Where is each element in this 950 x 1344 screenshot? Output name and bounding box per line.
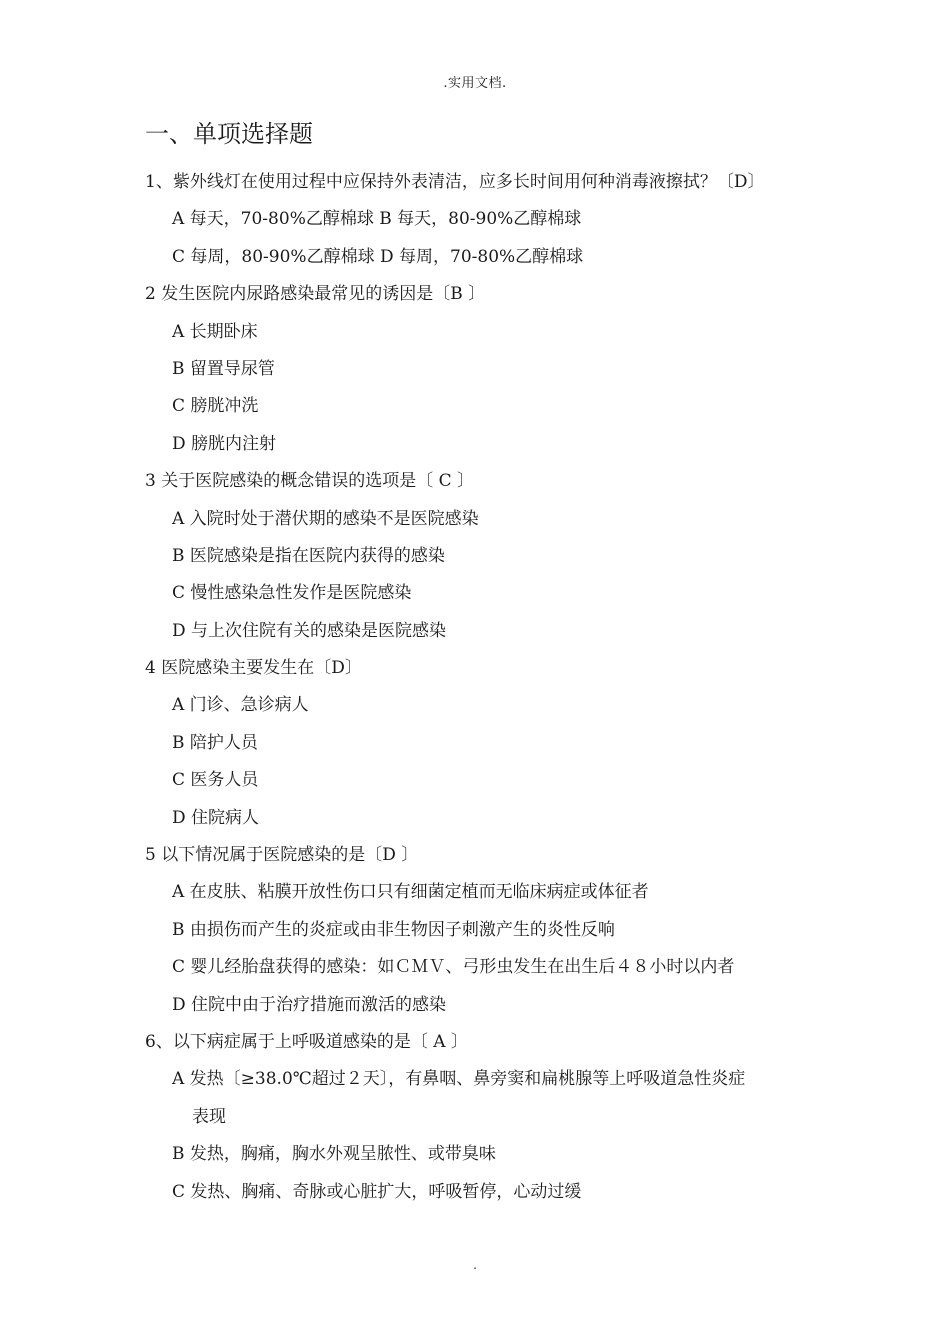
question-4 [145, 650, 825, 837]
footer-mark: . [473, 1258, 477, 1272]
question-text: 4 医院感染主要发生在〔D〕 [145, 658, 362, 679]
option: A 在皮肤、粘膜开放性伤口只有细菌定植而无临床病症或体征者 [172, 882, 649, 903]
question-text: 2 发生医院内尿路感染最常见的诱因是〔B 〕 [145, 284, 486, 305]
option: B 留置导尿管 [172, 358, 275, 379]
option: D 住院中由于治疗措施而激活的感染 [172, 994, 447, 1015]
option: B 发热，胸痛，胸水外观呈脓性、或带臭味 [172, 1144, 496, 1165]
option: A 长期卧床 [172, 321, 258, 342]
option: C 膀胱冲洗 [172, 396, 259, 417]
option: A 门诊、急诊病人 [172, 695, 309, 716]
question-text: 6、以下病症属于上呼吸道感染的是〔 A 〕 [145, 1031, 468, 1052]
section-title: 一、单项选择题 [145, 120, 313, 148]
option: C 每周，80-90%乙醇棉球 D 每周，70-80%乙醇棉球 [172, 246, 584, 267]
question-5 [145, 837, 825, 1024]
option: B 医院感染是指在医院内获得的感染 [172, 545, 445, 566]
question-text: 1、紫外线灯在使用过程中应保持外表清洁，应多长时间用何种消毒液擦拭？〔D〕 [145, 172, 765, 192]
header-note: .实用文档. [443, 76, 507, 91]
question-3 [145, 463, 825, 650]
option: D 住院病人 [172, 807, 260, 828]
question-text: 3 关于医院感染的概念错误的选项是〔 C 〕 [145, 471, 475, 492]
option: C 婴儿经胎盘获得的感染：如ＣＭＶ、弓形虫发生在出生后４８小时以内者 [172, 957, 735, 978]
option: B 由损伤而产生的炎症或由非生物因子刺激产生的炎性反响 [172, 919, 615, 940]
question-text: 5 以下情况属于医院感染的是〔D 〕 [145, 845, 419, 866]
option: D 与上次住院有关的感染是医院感染 [172, 620, 447, 641]
option-continuation: 表现 [192, 1106, 226, 1127]
option: C 发热、胸痛、奇脉或心脏扩大，呼吸暂停，心动过缓 [172, 1181, 582, 1202]
option: D 膀胱内注射 [172, 433, 277, 454]
question-6 [145, 1024, 825, 1211]
option: B 陪护人员 [172, 732, 258, 753]
option: C 医务人员 [172, 770, 259, 791]
option: A 每天，70-80%乙醇棉球 B 每天，80-90%乙醇棉球 [172, 209, 582, 230]
option: A 入院时处于潜伏期的感染不是医院感染 [172, 508, 479, 529]
question-1 [145, 164, 825, 276]
option: C 慢性感染急性发作是医院感染 [172, 583, 412, 604]
question-2 [145, 276, 825, 463]
option: A 发热〔≥38.0℃超过２天〕，有鼻咽、鼻旁窦和扁桃腺等上呼吸道急性炎症 [172, 1069, 746, 1090]
document-body [145, 116, 825, 1211]
